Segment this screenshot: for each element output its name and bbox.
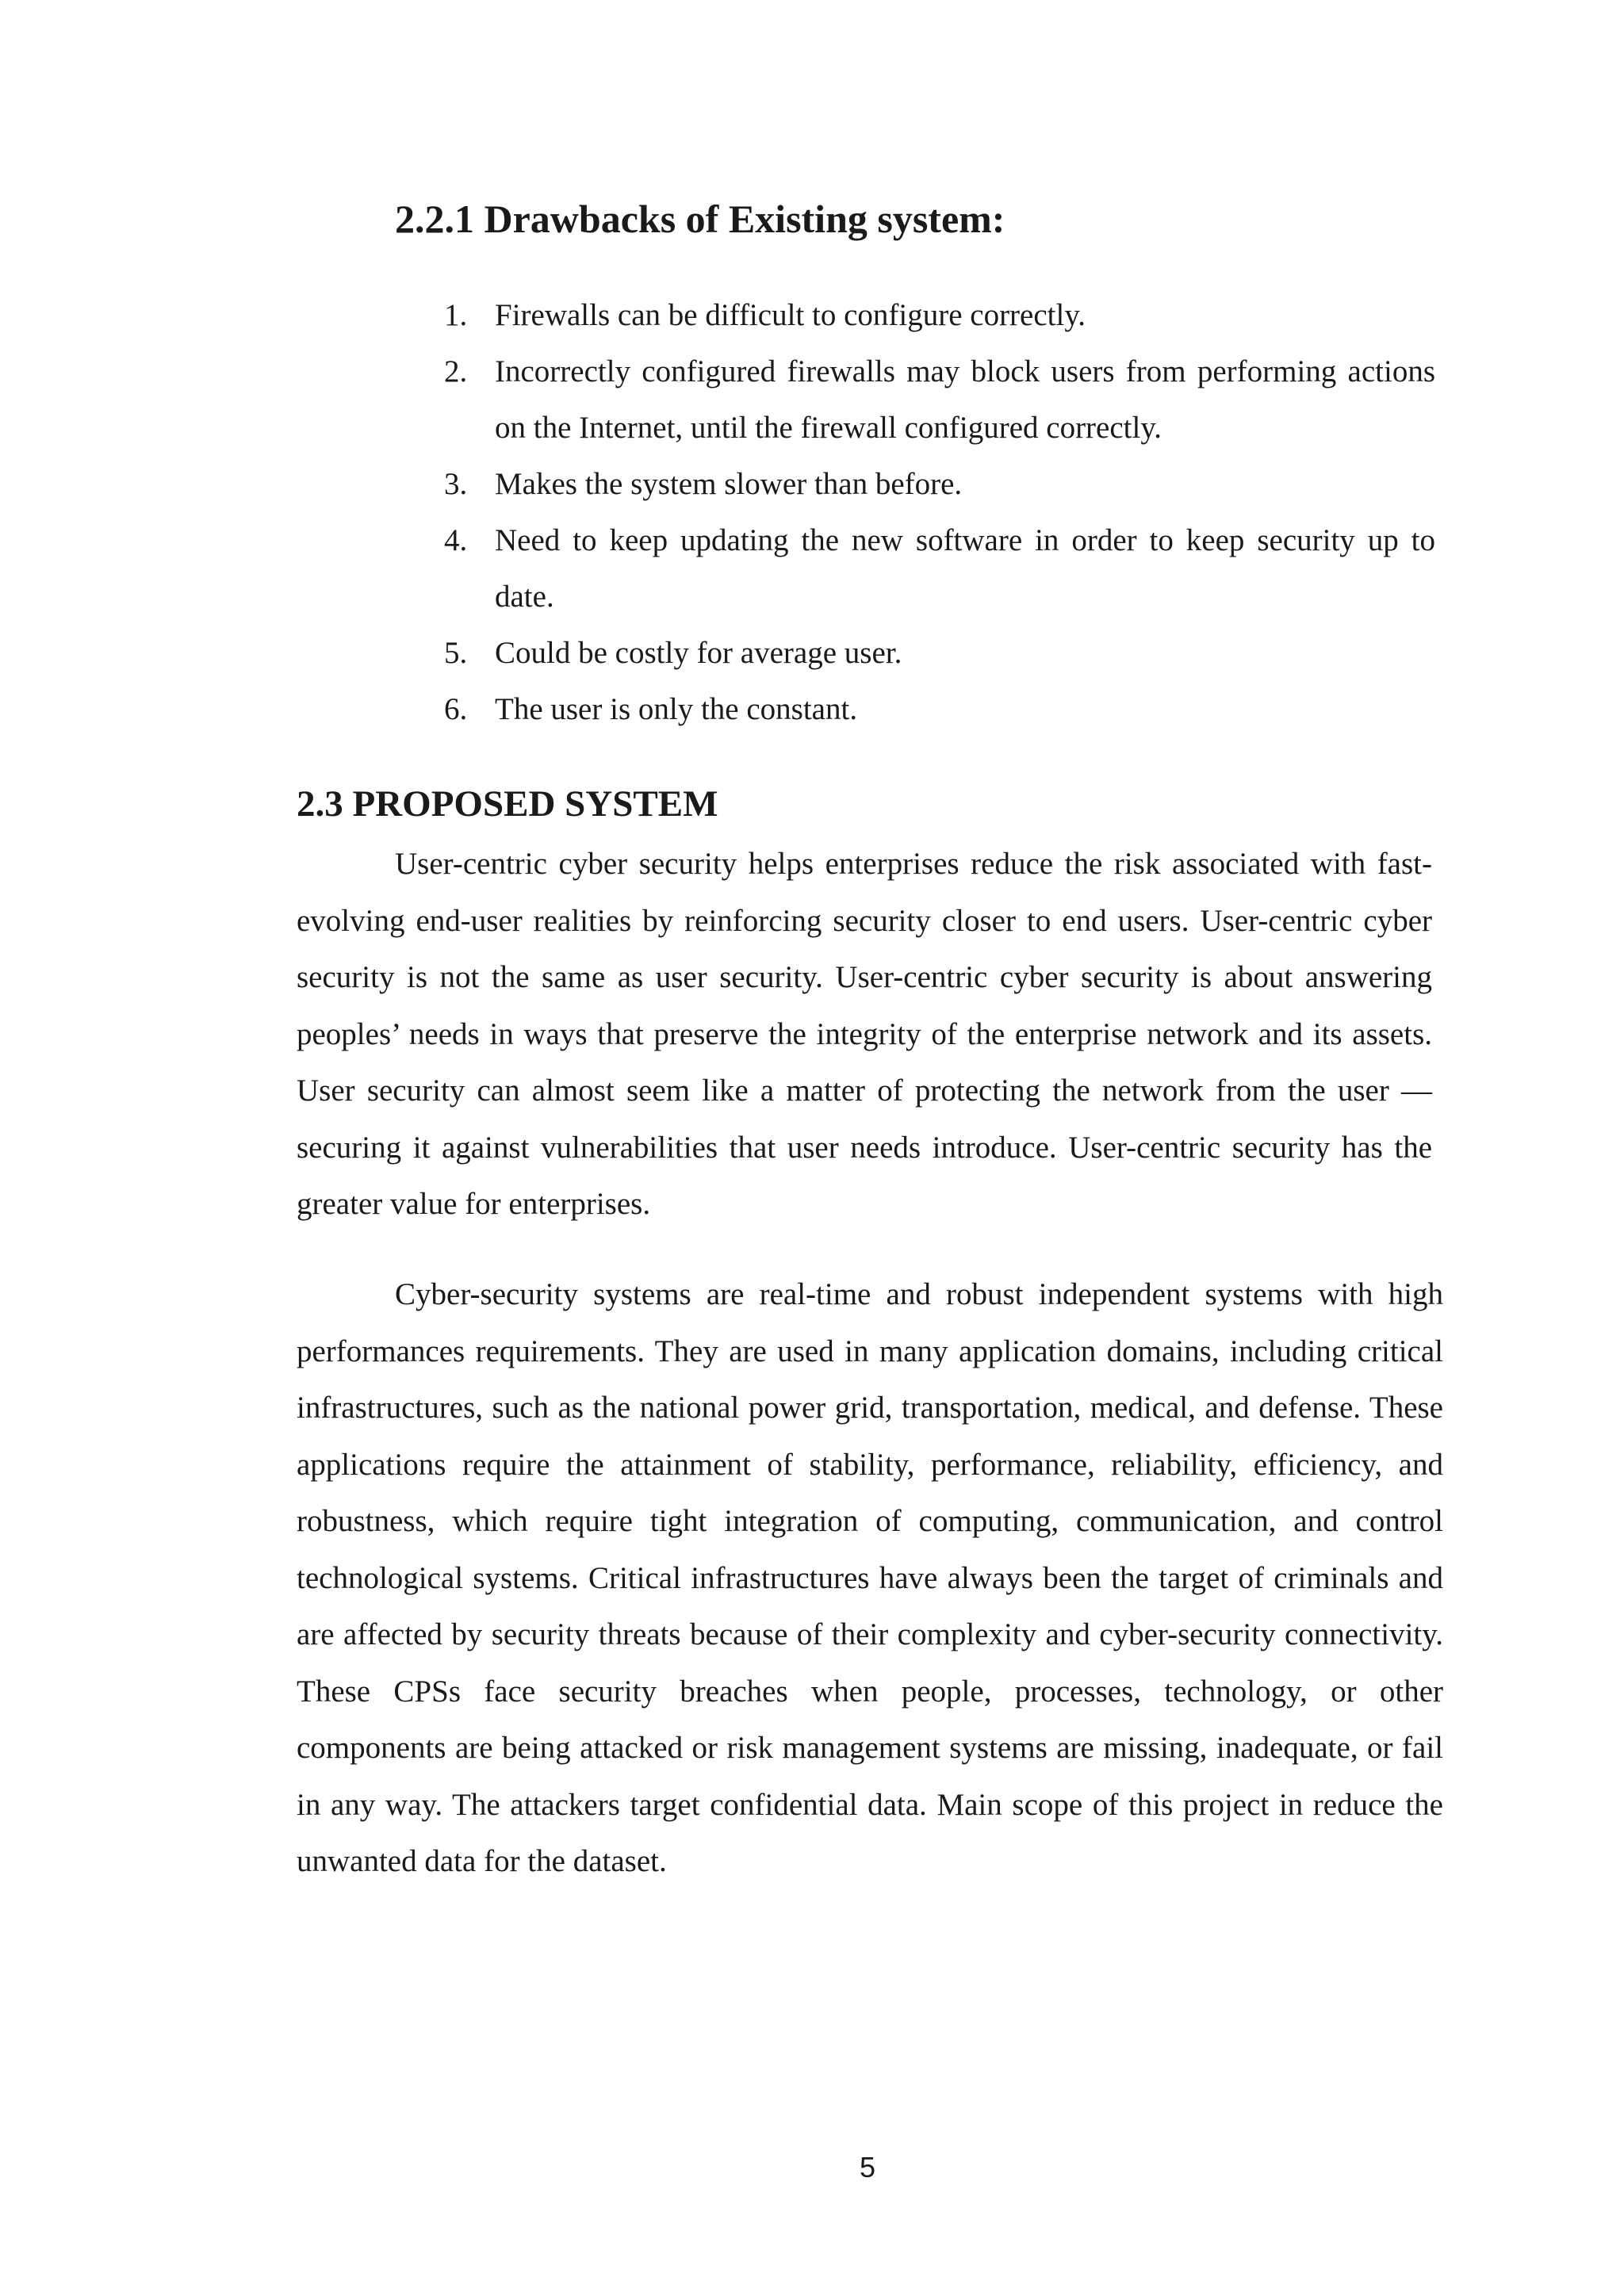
list-item-number: 2. — [444, 354, 468, 388]
page-number: 5 — [859, 2151, 876, 2183]
list-item-text: Could be costly for average user. — [495, 636, 902, 670]
list-item — [444, 512, 1435, 625]
list-item — [444, 343, 1435, 456]
list-item-text: The user is only the constant. — [495, 692, 858, 726]
list-item-number: 4. — [444, 523, 468, 557]
list-item-number: 3. — [444, 467, 468, 501]
list-item-number: 1. — [444, 298, 468, 332]
body-paragraph: Cyber-security systems are real-time and robust independent systems with high performances requirements. They are used in many application domains, including critical infrastructures, such as the national power grid, transportation, medical, and defense. These applications require the attainment of stability, performance, reliability, efficiency, and robustness, which require tight integration of computing, communication, and control technological systems. Critical infrastructures have always been the target of criminals and are affected by security threats because of their complexity and cyber-security connectivity. These CPSs face security breaches when people, processes, technology, or other components are being attacked or risk management systems are missing, inadequate, or fail in any way. The attackers target confidential data. Main scope of this project in reduce the unwanted data for the dataset. — [297, 1277, 1443, 1878]
list-item-text: Firewalls can be difficult to configure correctly. — [495, 298, 1086, 332]
list-item — [444, 681, 1435, 737]
drawbacks-list — [444, 287, 1435, 737]
list-item — [444, 625, 1435, 681]
list-item — [444, 287, 1435, 343]
list-item-number: 5. — [444, 636, 468, 670]
list-item — [444, 456, 1435, 512]
list-item-text: Makes the system slower than before. — [495, 467, 963, 501]
body-paragraph: User-centric cyber security helps enterprises reduce the risk associated with fast-evolving end-user realities by reinforcing security closer to end users. User-centric cyber security is not the same as user security. User-centric cyber security is about answering peoples’ needs in ways that preserve the integrity of the enterprise network and its assets. User security can almost seem like a matter of protecting the network from the user — securing it against vulnerabilities that user needs introduce. User-centric security has the greater value for enterprises. — [297, 847, 1432, 1221]
section-heading-drawbacks: 2.2.1 Drawbacks of Existing system: — [395, 197, 1005, 241]
list-item-text: Need to keep updating the new software in order to keep security up to date. — [495, 523, 1435, 614]
list-item-number: 6. — [444, 692, 468, 726]
section-heading-proposed-system: 2.3 PROPOSED SYSTEM — [297, 783, 718, 825]
list-item-text: Incorrectly configured firewalls may block users from performing actions on the Internet, until the firewall configured correctly. — [495, 354, 1435, 445]
